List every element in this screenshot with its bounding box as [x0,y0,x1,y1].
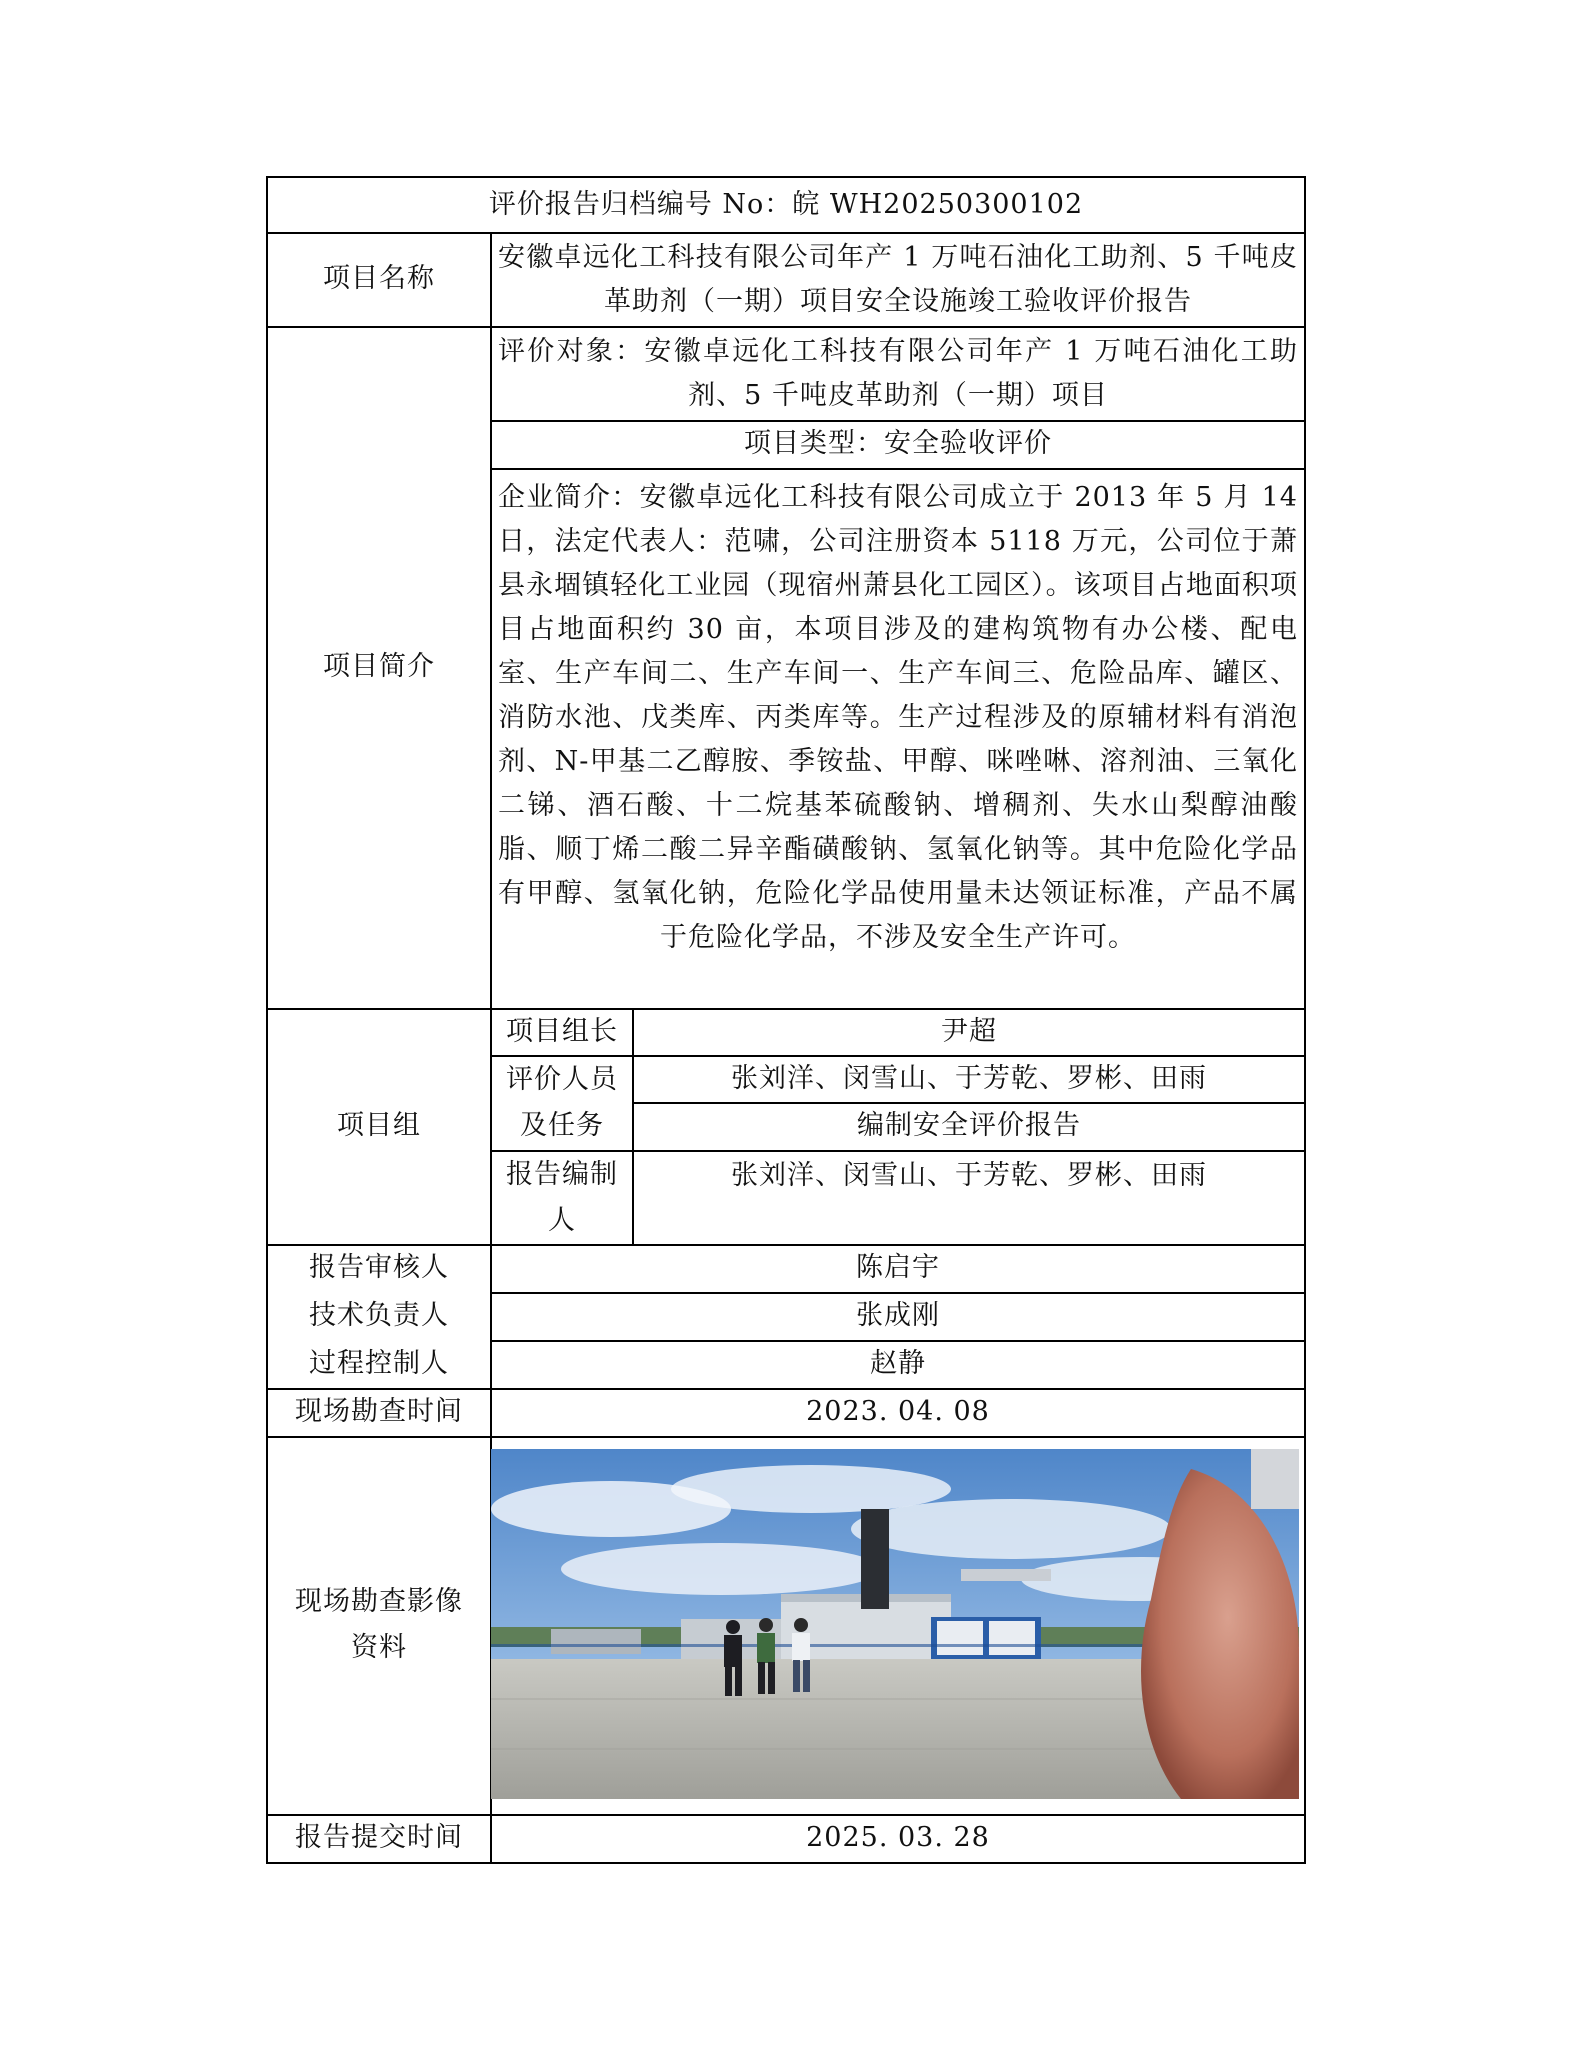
reviewer-label: 报告审核人 [309,1252,449,1283]
site-survey-time-value: 2023. 04. 08 [806,1396,990,1427]
leader-value: 尹超 [941,1015,997,1047]
compilers-label: 报告编制人 [506,1159,618,1236]
evaluators-label: 评价人员及任务 [506,1064,618,1141]
submission-time-label: 报告提交时间 [295,1822,463,1853]
project-name-label: 项目名称 [323,263,435,294]
company-intro: 企业简介：安徽卓远化工科技有限公司成立于 2013 年 5 月 14 日，法定代表人：范啸，公司注册资本 5118 万元，公司位于萧县永堌镇轻化工业园（现宿州萧县化工园区）。该项目占地面积项目占地面积约 30 亩，本项目涉及的建构筑物有办公楼、配电室、生产车间二、生产车间一、生产车间三、危险品库、罐区、消防水池、戊类库、丙类库等。生产过程涉及的原辅材料有消泡剂、N-甲基二乙醇胺、季铵盐、甲醇、咪唑啉、溶剂油、三氧化二锑、酒石酸、十二烷基苯硫酸钠、增稠剂、失水山梨醇油酸脂、顺丁烯二酸二异辛酯磺酸钠、氢氧化钠等。其中危险化学品有甲醇、氢氧化钠，危险化学品使用量未达领证标准，产品不属于危险化学品，不涉及安全生产许可。 [498,482,1298,953]
task-value: 编制安全评价报告 [857,1110,1081,1141]
project-name-value: 安徽卓远化工科技有限公司年产 1 万吨石油化工助剂、5 千吨皮革助剂（一期）项目安全设施竣工验收评价报告 [498,242,1298,317]
site-survey-photo-label: 现场勘查影像资料 [295,1586,463,1663]
project-group-label: 项目组 [337,1110,421,1141]
archive-number: 评价报告归档编号 No：皖 WH20250300102 [488,189,1084,220]
compilers-value: 张刘洋、闵雪山、于芳乾、罗彬、田雨 [731,1160,1207,1191]
evaluators-value: 张刘洋、闵雪山、于芳乾、罗彬、田雨 [731,1062,1207,1094]
tech-lead-value: 张成刚 [856,1300,940,1331]
site-survey-photo [491,1449,1299,1799]
submission-time-value: 2025. 03. 28 [806,1822,990,1853]
evaluation-object: 评价对象：安徽卓远化工科技有限公司年产 1 万吨石油化工助剂、5 千吨皮革助剂（一期）项目 [498,336,1298,411]
process-ctrl-label: 过程控制人 [309,1348,449,1379]
site-survey-time-label: 现场勘查时间 [295,1396,463,1427]
leader-label: 项目组长 [506,1015,618,1047]
project-type: 项目类型：安全验收评价 [744,428,1052,459]
tech-lead-label: 技术负责人 [309,1300,449,1331]
project-intro-label: 项目简介 [323,651,435,682]
process-ctrl-value: 赵静 [870,1348,926,1379]
reviewer-value: 陈启宇 [856,1252,940,1283]
